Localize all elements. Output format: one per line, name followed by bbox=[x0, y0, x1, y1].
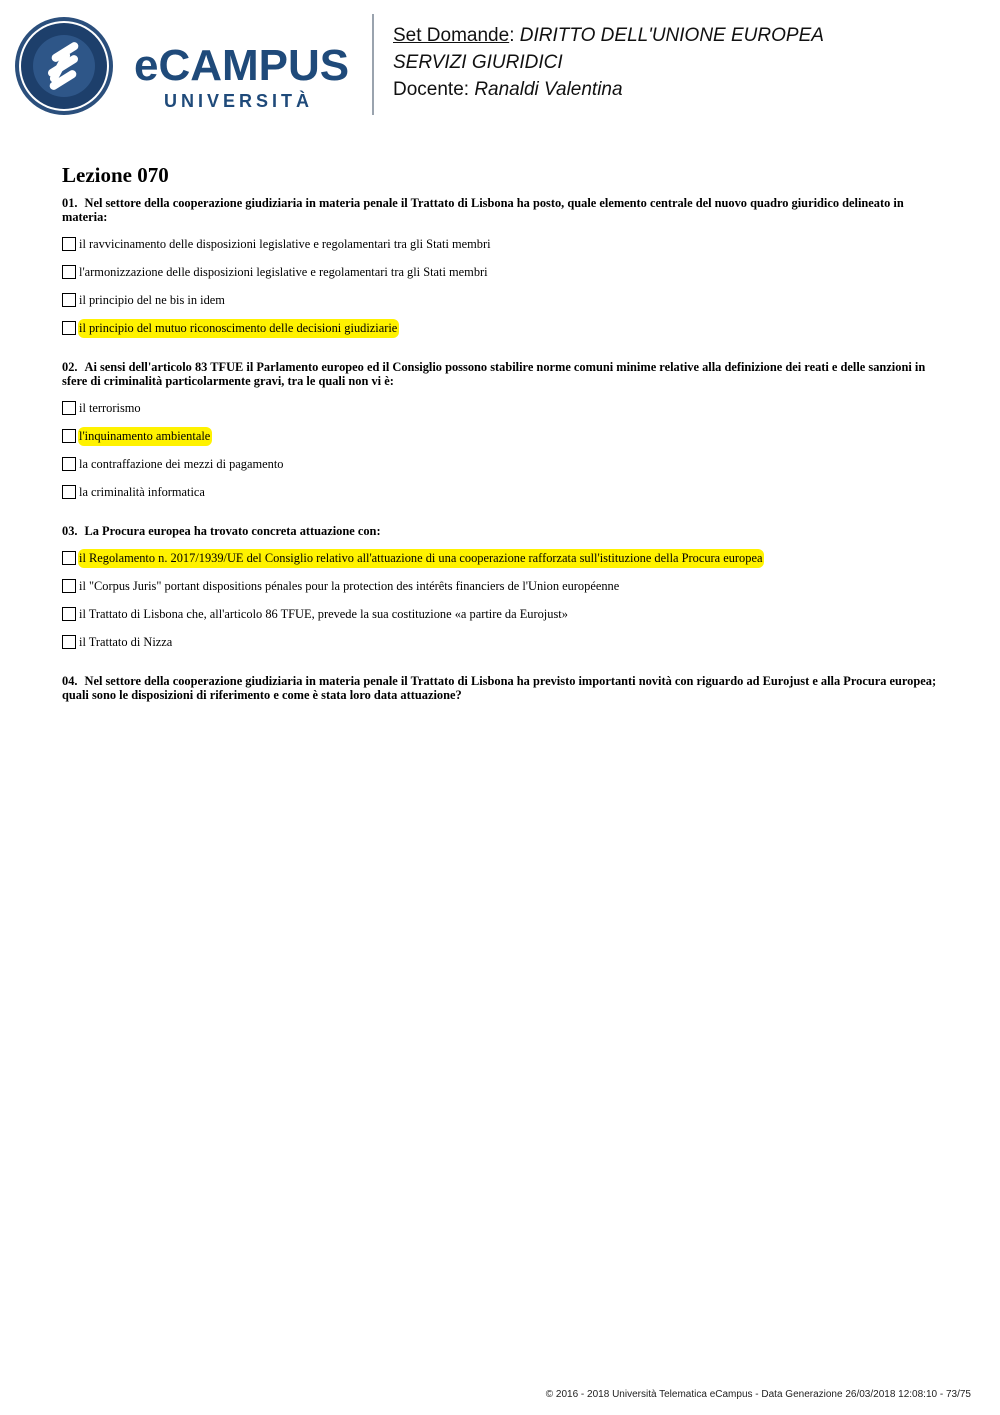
answer-text: il "Corpus Juris" portant dispositions pénales pour la protection des intérêts financiers de l'Union européenne bbox=[79, 578, 620, 593]
checkbox[interactable] bbox=[62, 293, 76, 307]
page-footer: © 2016 - 2018 Università Telematica eCampus - Data Generazione 26/03/2018 12:08:10 - 73/75 bbox=[545, 1389, 971, 1400]
question-number: 03. bbox=[62, 524, 78, 538]
lesson-title: Lezione 070 bbox=[62, 163, 169, 187]
question-body: Nel settore della cooperazione giudiziaria in materia penale il Trattato di Lisbona ha posto, quale elemento centrale del nuovo quadro giuridico delineato in materia: bbox=[62, 196, 904, 224]
logo-brand: eCAMPUS bbox=[134, 41, 350, 90]
question-03 bbox=[62, 524, 942, 652]
question-text bbox=[62, 524, 942, 538]
answer-option[interactable] bbox=[62, 318, 942, 338]
answer-option[interactable] bbox=[62, 576, 942, 596]
ecampus-logo bbox=[14, 14, 359, 118]
answer-text: il Trattato di Lisbona che, all'articolo 86 TFUE, prevede la sua costituzione «a partire da Eurojust» bbox=[79, 606, 568, 621]
question-01 bbox=[62, 196, 942, 338]
subject-line2: SERVIZI GIURIDICI bbox=[393, 52, 563, 73]
answer-text: la criminalità informatica bbox=[79, 484, 205, 499]
answer-text-highlighted: il Regolamento n. 2017/1939/UE del Consiglio relativo all'attuazione di una cooperazione rafforzata sull'istituzione della Procura europea bbox=[78, 549, 764, 568]
answer-text: il ravvicinamento delle disposizioni legislative e regolamentari tra gli Stati membri bbox=[79, 236, 491, 251]
subject-line1: DIRITTO DELL'UNIONE EUROPEA bbox=[519, 25, 824, 46]
answer-option[interactable] bbox=[62, 290, 942, 310]
page-header bbox=[0, 0, 1000, 130]
answer-option[interactable] bbox=[62, 632, 942, 652]
answer-option[interactable] bbox=[62, 482, 942, 502]
answer-text: la contraffazione dei mezzi di pagamento bbox=[79, 456, 284, 471]
question-body: La Procura europea ha trovato concreta attuazione con: bbox=[84, 524, 381, 538]
checkbox[interactable] bbox=[62, 457, 76, 471]
question-body: Ai sensi dell'articolo 83 TFUE il Parlamento europeo ed il Consiglio possono stabilire norme comuni minime relative alla definizione dei reati e delle sanzioni in sfere di criminalità particolarmente gravi, tra le quali non vi è: bbox=[62, 360, 926, 388]
answer-option[interactable] bbox=[62, 548, 942, 568]
checkbox[interactable] bbox=[62, 635, 76, 649]
answer-text: il terrorismo bbox=[79, 400, 141, 415]
answer-option[interactable] bbox=[62, 398, 942, 418]
lesson-content bbox=[62, 162, 942, 724]
answer-text: il principio del ne bis in idem bbox=[79, 292, 225, 307]
answer-option[interactable] bbox=[62, 234, 942, 254]
question-number: 02. bbox=[62, 360, 78, 374]
set-label: Set Domande bbox=[393, 25, 510, 46]
header-info bbox=[393, 22, 824, 103]
checkbox[interactable] bbox=[62, 551, 76, 565]
answer-text: il Trattato di Nizza bbox=[79, 634, 173, 649]
checkbox[interactable] bbox=[62, 237, 76, 251]
answer-option[interactable] bbox=[62, 262, 942, 282]
question-text bbox=[62, 360, 942, 388]
question-02 bbox=[62, 360, 942, 502]
checkbox[interactable] bbox=[62, 485, 76, 499]
question-04 bbox=[62, 674, 942, 702]
answer-text-highlighted: il principio del mutuo riconoscimento delle decisioni giudiziarie bbox=[78, 319, 399, 338]
checkbox[interactable] bbox=[62, 429, 76, 443]
header-divider bbox=[372, 14, 374, 115]
answer-option[interactable] bbox=[62, 426, 942, 446]
question-number: 04. bbox=[62, 674, 78, 688]
teacher-line bbox=[393, 76, 824, 103]
question-body: Nel settore della cooperazione giudiziaria in materia penale il Trattato di Lisbona ha previsto importanti novità con riguardo ad Eurojust e alla Procura europea; quali sono le disposizioni di riferimento e come è stata loro data attuazione? bbox=[62, 674, 937, 702]
answer-text-highlighted: l'inquinamento ambientale bbox=[78, 427, 212, 446]
checkbox[interactable] bbox=[62, 607, 76, 621]
set-sep: : bbox=[509, 25, 520, 46]
teacher-label: Docente: bbox=[393, 79, 475, 100]
teacher-name: Ranaldi Valentina bbox=[474, 79, 623, 100]
question-text bbox=[62, 196, 942, 224]
checkbox[interactable] bbox=[62, 401, 76, 415]
answer-text: l'armonizzazione delle disposizioni legislative e regolamentari tra gli Stati membri bbox=[79, 264, 488, 279]
answer-option[interactable] bbox=[62, 604, 942, 624]
logo-sub: UNIVERSITÀ bbox=[164, 91, 314, 111]
checkbox[interactable] bbox=[62, 321, 76, 335]
answer-option[interactable] bbox=[62, 454, 942, 474]
checkbox[interactable] bbox=[62, 265, 76, 279]
question-text bbox=[62, 674, 942, 702]
checkbox[interactable] bbox=[62, 579, 76, 593]
set-line bbox=[393, 22, 824, 49]
question-number: 01. bbox=[62, 196, 78, 210]
